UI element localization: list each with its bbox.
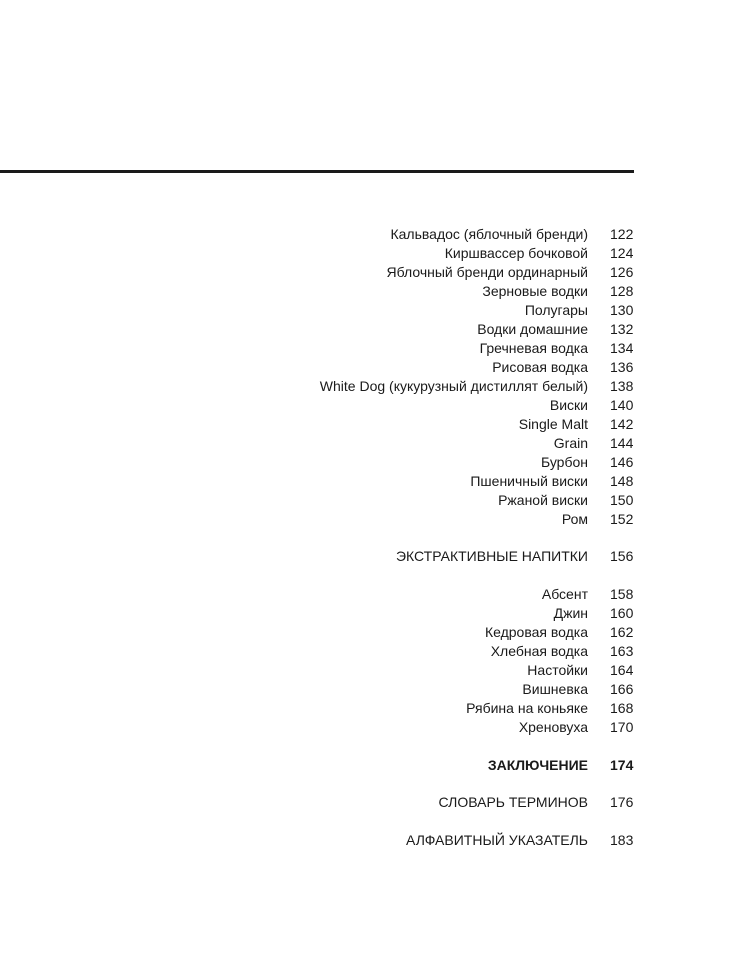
toc-section-extractive-drinks	[0, 546, 730, 566]
toc-entry-apple-brandy	[0, 262, 730, 282]
toc-entry-page: 174	[610, 757, 634, 773]
toc-entry-cherry-liqueur	[0, 679, 730, 699]
toc-entry-page: 183	[610, 832, 634, 848]
toc-entry-rice-vodka	[0, 357, 730, 377]
toc-entry-page: 122	[610, 226, 634, 242]
toc-entry-page: 150	[610, 492, 634, 508]
toc-entry-title: Вишневка	[522, 681, 588, 697]
toc-entry-title: Хлебная водка	[490, 643, 588, 659]
toc-entry-page: 163	[610, 643, 634, 659]
toc-section-glossary	[0, 792, 730, 812]
toc-entry-page: 126	[610, 264, 634, 280]
toc-entry-polugary	[0, 300, 730, 320]
toc-entry-page: 134	[610, 340, 634, 356]
toc-entry-title: Пшеничный виски	[470, 473, 588, 489]
toc-entry-bourbon	[0, 452, 730, 472]
toc-entry-white-dog	[0, 376, 730, 396]
toc-entry-page: 166	[610, 681, 634, 697]
toc-entry-page: 130	[610, 302, 634, 318]
toc-entry-title: Хреновуха	[518, 719, 588, 735]
toc-entry-title: Grain	[553, 435, 588, 451]
toc-entry-page: 176	[610, 794, 634, 810]
toc-entry-page: 142	[610, 416, 634, 432]
toc-entry-absinthe	[0, 584, 730, 604]
toc-entry-title: Виски	[549, 397, 588, 413]
toc-entry-buckwheat-vodka	[0, 338, 730, 358]
toc-entry-rye-whisky	[0, 490, 730, 510]
toc-entry-bread-vodka	[0, 641, 730, 661]
toc-entry-title: Ржаной виски	[498, 492, 588, 508]
toc-entry-title: Водки домашние	[477, 321, 588, 337]
toc-entry-title: АЛФАВИТНЫЙ УКАЗАТЕЛЬ	[406, 832, 588, 848]
toc-entry-page: 162	[610, 624, 634, 640]
toc-entry-page: 132	[610, 321, 634, 337]
toc-entry-page: 152	[610, 511, 634, 527]
toc-entry-title: Single Malt	[518, 416, 588, 432]
toc-entry-title: White Dog (кукурузный дистиллят белый)	[319, 378, 588, 394]
toc-entry-page: 144	[610, 435, 634, 451]
toc-entry-whisky	[0, 395, 730, 415]
toc-entry-rum	[0, 509, 730, 529]
toc-entry-page: 138	[610, 378, 634, 394]
toc-entry-title: Ром	[561, 511, 588, 527]
toc-entry-title: СЛОВАРЬ ТЕРМИНОВ	[438, 794, 588, 810]
toc-entry-title: ЗАКЛЮЧЕНИЕ	[487, 757, 588, 773]
toc-entry-title: Кедровая водка	[484, 624, 588, 640]
toc-entry-single-malt	[0, 414, 730, 434]
toc-entry-title: Яблочный бренди ординарный	[386, 264, 588, 280]
toc-entry-title: Настойки	[527, 662, 588, 678]
toc-entry-title: Гречневая водка	[479, 340, 588, 356]
toc-entry-horseradish-vodka	[0, 717, 730, 737]
toc-entry-title: Абсент	[541, 586, 588, 602]
toc-entry-grain	[0, 433, 730, 453]
toc-entry-kirschwasser	[0, 243, 730, 263]
toc-entry-page: 156	[610, 548, 634, 564]
toc-entry-home-vodkas	[0, 319, 730, 339]
toc-entry-page: 136	[610, 359, 634, 375]
toc-entry-title: Рябина на коньяке	[466, 700, 588, 716]
toc-entry-page: 148	[610, 473, 634, 489]
toc-entry-page: 168	[610, 700, 634, 716]
header-rule	[0, 170, 634, 173]
toc-entry-page: 146	[610, 454, 634, 470]
toc-entry-title: ЭКСТРАКТИВНЫЕ НАПИТКИ	[395, 548, 588, 564]
toc-section-conclusion	[0, 755, 730, 775]
toc-entry-wheat-whisky	[0, 471, 730, 491]
toc-entry-tinctures	[0, 660, 730, 680]
toc-entry-title: Полугары	[524, 302, 588, 318]
toc-entry-title: Бурбон	[540, 454, 588, 470]
toc-entry-page: 128	[610, 283, 634, 299]
toc-entry-calvados	[0, 224, 730, 244]
toc-entry-gin	[0, 603, 730, 623]
toc-entry-page: 170	[610, 719, 634, 735]
toc-entry-page: 140	[610, 397, 634, 413]
toc-entry-page: 158	[610, 586, 634, 602]
toc-entry-page: 164	[610, 662, 634, 678]
toc-entry-page: 124	[610, 245, 634, 261]
toc-entry-title: Зерновые водки	[482, 283, 588, 299]
toc-entry-title: Джин	[553, 605, 588, 621]
toc-entry-title: Кальвадос (яблочный бренди)	[390, 226, 588, 242]
toc-entry-cedar-vodka	[0, 622, 730, 642]
toc-entry-grain-vodkas	[0, 281, 730, 301]
toc-entry-title: Киршвассер бочковой	[444, 245, 588, 261]
toc-section-alphabetical-index	[0, 830, 730, 850]
toc-entry-page: 160	[610, 605, 634, 621]
toc-entry-rowan-cognac	[0, 698, 730, 718]
toc-entry-title: Рисовая водка	[492, 359, 588, 375]
